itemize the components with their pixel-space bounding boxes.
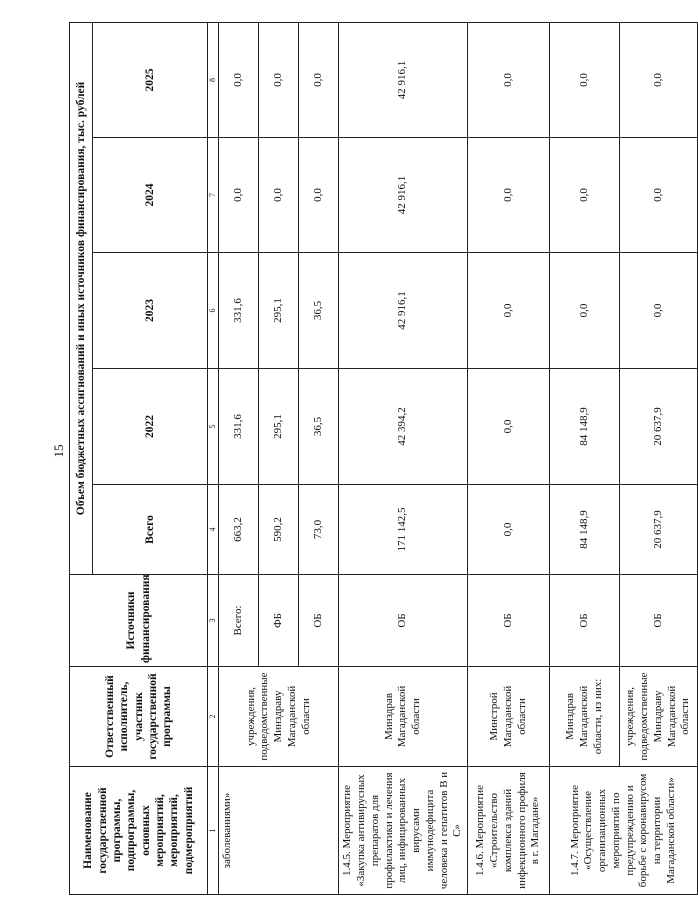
row-source: ОБ	[299, 575, 339, 667]
cell-2024: 0,0	[219, 138, 259, 253]
cell-total: 663,2	[219, 485, 259, 575]
table-row	[620, 22, 698, 894]
row-name: 1.4.5. Мероприятие «Закупка антивирусных препаратов для профилактики и лечения лиц, инфицированных вирусами иммунодефицита человека и гепатитов В и С»	[339, 767, 468, 895]
row-executor: Минстрой Магаданской области	[468, 667, 550, 767]
cell-2023: 295,1	[259, 253, 299, 369]
cell-2023: 42 916,1	[339, 253, 468, 369]
cell-2022: 42 394,2	[339, 369, 468, 485]
cell-2025: 42 916,1	[339, 22, 468, 137]
column-index: 2	[208, 667, 219, 767]
cell-2023: 331,6	[219, 253, 259, 369]
header-year-2022: 2022	[93, 369, 208, 485]
column-index: 7	[208, 138, 219, 253]
table-row	[550, 22, 620, 894]
cell-2022: 331,6	[219, 369, 259, 485]
header-row-1	[70, 22, 93, 894]
cell-2025: 0,0	[259, 22, 299, 137]
row-source: ОБ	[550, 575, 620, 667]
cell-2025: 0,0	[219, 22, 259, 137]
cell-total: 171 142,5	[339, 485, 468, 575]
row-source: ОБ	[339, 575, 468, 667]
header-year-2023: 2023	[93, 253, 208, 369]
cell-2022: 84 148,9	[550, 369, 620, 485]
cell-2023: 0,0	[620, 253, 698, 369]
cell-2024: 0,0	[550, 138, 620, 253]
column-index: 6	[208, 253, 219, 369]
row-source: Всего:	[219, 575, 259, 667]
row-executor: учреждения, подведомственные Минздраву Магаданской области	[620, 667, 698, 767]
cell-2023: 0,0	[550, 253, 620, 369]
table-row	[339, 22, 468, 894]
cell-total: 590,2	[259, 485, 299, 575]
cell-total: 84 148,9	[550, 485, 620, 575]
cell-2023: 0,0	[468, 253, 550, 369]
cell-2022: 20 637,9	[620, 369, 698, 485]
row-executor: учреждения, подведомственные Минздраву Магаданской области	[219, 667, 339, 767]
row-name: 1.4.7. Мероприятие «Осуществление организационных мероприятий по предупреждению и борьбе с коронавирусом на территории Магаданской области»	[550, 767, 698, 895]
cell-2025: 0,0	[620, 22, 698, 137]
header-total: Всего	[93, 485, 208, 575]
column-index: 1	[208, 767, 219, 895]
page-number: 15	[51, 444, 66, 458]
cell-2025: 0,0	[299, 22, 339, 137]
header-amounts: Объем бюджетных ассигнований и иных источников финансирования, тыс. рублей	[70, 22, 93, 574]
cell-2024: 0,0	[620, 138, 698, 253]
cell-total: 0,0	[468, 485, 550, 575]
cell-total: 20 637,9	[620, 485, 698, 575]
column-index: 4	[208, 485, 219, 575]
header-executor-column: Ответственный исполнитель, участник государственной программы	[70, 667, 208, 767]
column-index-row	[208, 22, 219, 894]
row-name: заболеваниями»	[219, 767, 339, 895]
header-name-column: Наименование государственной программы, подпрограммы, основных мероприятий, мероприятий, подмероприятий	[70, 767, 208, 895]
row-source: ФБ	[259, 575, 299, 667]
row-source: ОБ	[468, 575, 550, 667]
column-index: 5	[208, 369, 219, 485]
header-year-2024: 2024	[93, 138, 208, 253]
rotated-table-container	[69, 23, 692, 895]
column-index: 3	[208, 575, 219, 667]
cell-2025: 0,0	[550, 22, 620, 137]
financing-table	[69, 22, 698, 895]
cell-total: 73,0	[299, 485, 339, 575]
cell-2025: 0,0	[468, 22, 550, 137]
cell-2024: 0,0	[299, 138, 339, 253]
row-executor: Минздрав Магаданской области	[339, 667, 468, 767]
row-name: 1.4.6. Мероприятие «Строительство комплекса зданий инфекционного профиля в г. Магадане»	[468, 767, 550, 895]
cell-2024: 42 916,1	[339, 138, 468, 253]
cell-2024: 0,0	[259, 138, 299, 253]
cell-2022: 36,5	[299, 369, 339, 485]
table-row	[468, 22, 550, 894]
row-source: ОБ	[620, 575, 698, 667]
table-row	[219, 22, 259, 894]
cell-2023: 36,5	[299, 253, 339, 369]
cell-2022: 295,1	[259, 369, 299, 485]
cell-2022: 0,0	[468, 369, 550, 485]
row-executor: Минздрав Магаданской области, из них:	[550, 667, 620, 767]
header-source-column: Источники финансирования	[70, 575, 208, 667]
column-index: 8	[208, 22, 219, 137]
header-year-2025: 2025	[93, 22, 208, 137]
cell-2024: 0,0	[468, 138, 550, 253]
